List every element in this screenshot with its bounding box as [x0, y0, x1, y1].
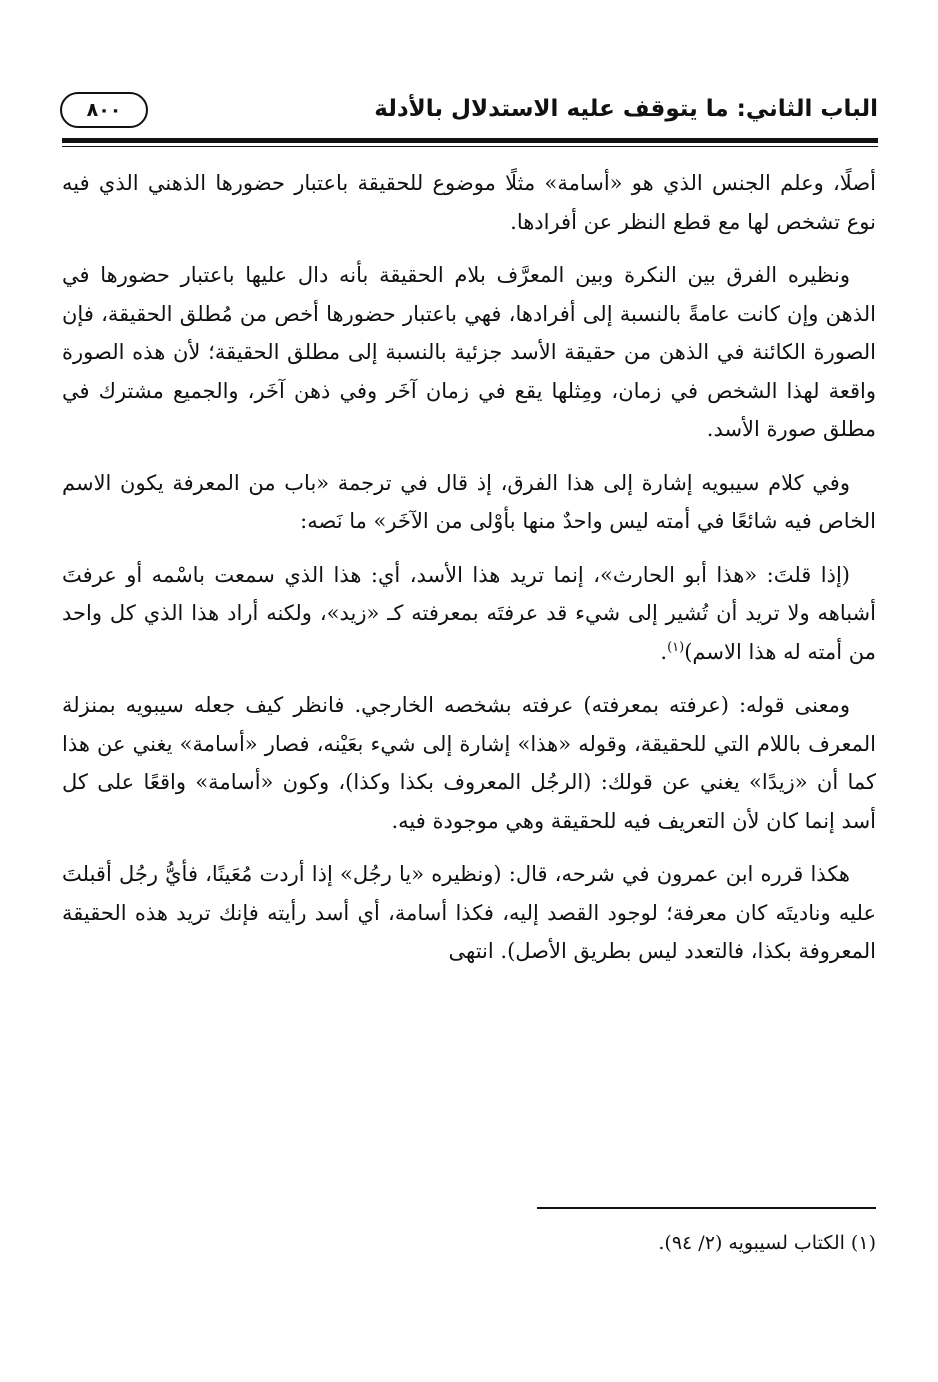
chapter-title: الباب الثاني: ما يتوقف عليه الاستدلال بالأدلة [374, 96, 878, 122]
paragraph-5: ومعنى قوله: (عرفته بمعرفته) عرفته بشخصه الخارجي. فانظر كيف جعله سيبويه بمنزلة المعرف باللام التي للحقيقة، وقوله «هذا» إشارة إلى شيء بعَيْنه، فصار «أسامة» يغني عن هذا كما أن «زيدًا» يغني عن قولك: (الرجُل المعروف بكذا وكذا)، وكون «أسامة» واقعًا على كل أسد إنما كان لأن التعريف فيه للحقيقة وهي موجودة فيه. [62, 693, 876, 833]
page-number: ٨٠٠ [60, 92, 148, 128]
paragraph-3: وفي كلام سيبويه إشارة إلى هذا الفرق، إذ قال في ترجمة «باب من المعرفة يكون الاسم الخاص فيه شائعًا في أمته ليس واحدٌ منها بأوْلى من الآخَر» ما نَصه: [62, 470, 876, 533]
footnote-reference[interactable]: (١) [667, 639, 685, 655]
footnote-separator [537, 1207, 876, 1209]
header-rule-thin [62, 146, 878, 147]
page-header [60, 92, 878, 142]
header-rule-thick [62, 138, 878, 143]
paragraph-2: ونظيره الفرق بين النكرة وبين المعرَّف بلام الحقيقة بأنه دال عليها باعتبار حضورها في الذهن وإن كانت عامةً بالنسبة إلى أفرادها، فهي باعتبار حضورها أخص من مُطلق الحقيقة، فإن الصورة الكائنة في الذهن من حقيقة الأسد جزئية بالنسبة إلى مطلق الحقيقة؛ لأن هذه الصورة واقعة لهذا الشخص في زمان، ومِثلها يقع في زمان آخَر وفي ذهن آخَر، والجميع مشترك في مطلق صورة الأسد. [62, 263, 876, 441]
main-text [62, 164, 876, 986]
paragraph-4-quote [62, 556, 876, 672]
quote-end: . [660, 639, 668, 664]
footnote: (١) الكتاب لسيبويه (٢/ ٩٤). [658, 1232, 876, 1254]
paragraph-1: أصلًا، وعلم الجنس الذي هو «أسامة» مثلًا موضوع للحقيقة باعتبار حضورها الذهني الذي فيه نوع تشخص لها مع قطع النظر عن أفرادها. [62, 171, 876, 234]
paragraph-6: هكذا قرره ابن عمرون في شرحه، قال: (ونظيره «يا رجُل» إذا أردت مُعَينًا، فأيُّ رجُل أقبلتَ عليه وناديتَه كان معرفة؛ لوجود القصد إليه، فكذا أسامة، أي أسد رأيته فإنك تريد هذه الحقيقة المعروفة بكذا، فالتعدد ليس بطريق الأصل). انتهى [62, 862, 876, 963]
quote-text: (إذا قلتَ: «هذا أبو الحارث»، إنما تريد هذا الأسد، أي: هذا الذي سمعت باسْمه أو عرفتَ أشباهه ولا تريد أن تُشير إلى شيء قد عرفتَه بمعرفته كـ «زيد»، ولكنه أراد هذا الذي كل واحد من أمته له هذا الاسم) [62, 562, 876, 664]
